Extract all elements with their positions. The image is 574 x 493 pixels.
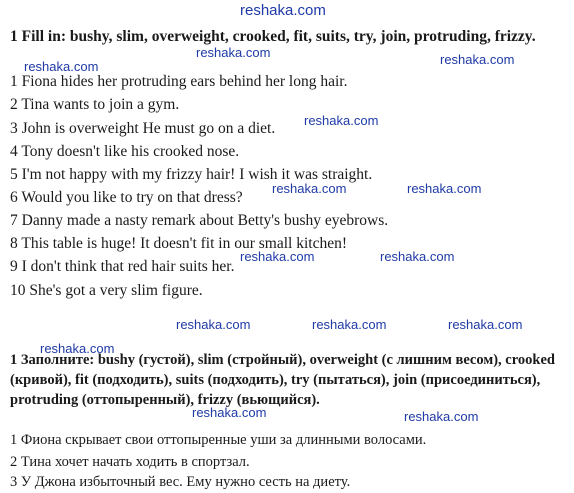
english-item-2: 2 Tina wants to join a gym. [10, 96, 180, 113]
watermark: reshaka.com [440, 52, 515, 67]
english-task-title: 1 Fill in: bushy, slim, overweight, crooked, fit, suits, try, join, protruding, frizzy. [10, 28, 536, 45]
watermark: reshaka.com [448, 317, 523, 332]
russian-item-1: 1 Фиона скрывает свои оттопыренные уши за длинными волосами. [10, 432, 427, 448]
english-item-5: 5 I'm not happy with my frizzy hair! I wish it was straight. [10, 166, 373, 183]
watermark: reshaka.com [312, 317, 387, 332]
watermark: reshaka.com [407, 181, 482, 196]
watermark: reshaka.com [272, 181, 347, 196]
watermark: reshaka.com [192, 405, 267, 420]
english-item-7: 7 Danny made a nasty remark about Betty's bushy eyebrows. [10, 212, 389, 229]
watermark: reshaka.com [24, 59, 99, 74]
english-item-10: 10 She's got a very slim figure. [10, 282, 203, 299]
english-item-3: 3 John is overweight He must go on a diet. [10, 120, 276, 137]
site-header-watermark[interactable]: reshaka.com [240, 2, 326, 19]
english-item-4: 4 Tony doesn't like his crooked nose. [10, 143, 240, 160]
russian-item-2: 2 Тина хочет начать ходить в спортзал. [10, 454, 250, 470]
english-item-6: 6 Would you like to try on that dress? [10, 189, 243, 206]
watermark: reshaka.com [196, 45, 271, 60]
watermark: reshaka.com [304, 113, 379, 128]
watermark: reshaka.com [240, 249, 315, 264]
russian-task-title: 1 Заполните: bushy (густой), slim (стройный), overweight (с лишним весом), crooked (кривой), fit (подходить), suits (подходить), try (пытаться), join (присоединиться), protruding (оттопыренный), frizzy (вьющийся). [10, 352, 555, 408]
watermark: reshaka.com [40, 341, 115, 356]
english-item-1: 1 Fiona hides her protruding ears behind her long hair. [10, 73, 348, 90]
russian-item-3: 3 У Джона избыточный вес. Ему нужно сесть на диету. [10, 474, 351, 490]
watermark: reshaka.com [176, 317, 251, 332]
english-item-8: 8 This table is huge! It doesn't fit in our small kitchen! [10, 235, 347, 252]
watermark: reshaka.com [380, 249, 455, 264]
english-item-9: 9 I don't think that red hair suits her. [10, 258, 235, 275]
watermark: reshaka.com [404, 409, 479, 424]
